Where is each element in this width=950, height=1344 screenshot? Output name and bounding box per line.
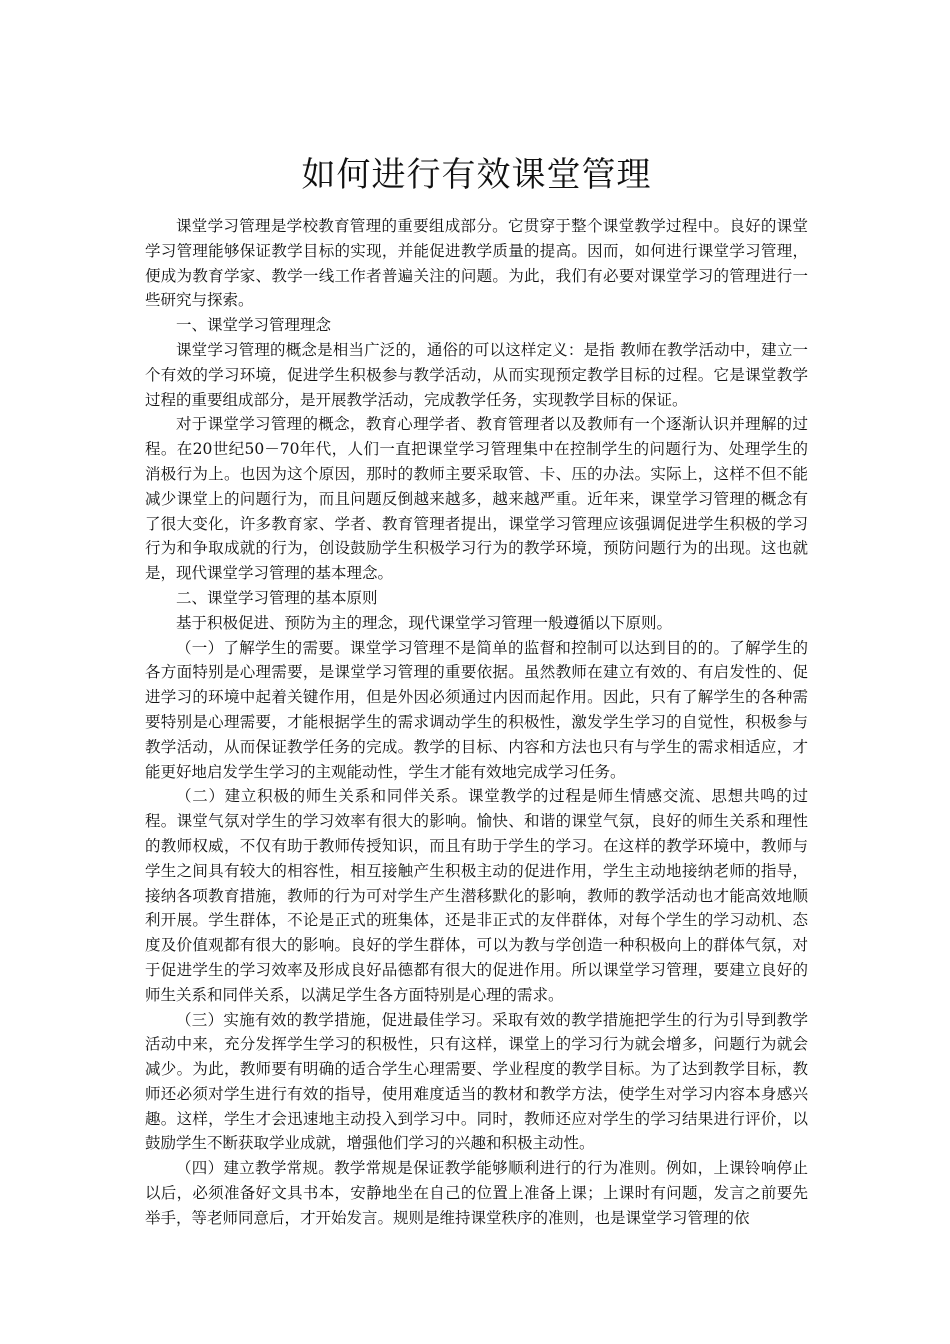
principle-paragraph-3: （三）实施有效的教学措施，促进最佳学习。采取有效的教学措施把学生的行为引导到教学活动中来，充分发挥学生学习的积极性，只有这样，课堂上的学习行为就会增多，问题行为就会减少。为此，教师要有明确的适合学生心理需要、学业程度的教学目标。为了达到教学目标，教师还必须对学生进行有效的指导，使用难度适当的教材和教学方法，使学生对学习内容本身感兴趣。这样，学生才会迅速地主动投入到学习中。同时，教师还应对学生的学习结果进行评价，以鼓励学生不断获取学业成就，增强他们学习的兴趣和积极主动性。 xyxy=(145,1010,808,1153)
body-paragraph: 对于课堂学习管理的概念，教育心理学者、教育管理者以及教师有一个逐渐认识并理解的过程。在20世纪50－70年代，人们一直把课堂学习管理集中在控制学生的问题行为、处理学生的消极行为上。也因为这个原因，那时的教师主要采取管、卡、压的办法。实际上，这样不但不能减少课堂上的问题行为，而且问题反倒越来越多，越来越严重。近年来，课堂学习管理的概念有了很大变化，许多教育家、学者、教育管理者提出，课堂学习管理应该强调促进学生积极的学习行为和争取成就的行为，创设鼓励学生积极学习行为的教学环境，预防问题行为的出现。这也就是，现代课堂学习管理的基本理念。 xyxy=(145,415,808,583)
body-paragraph: 课堂学习管理的概念是相当广泛的，通俗的可以这样定义：是指 教师在教学活动中，建立一个有效的学习环境，促进学生积极参与教学活动，从而实现预定教学目标的过程。它是课堂教学过程的重要组成部分，是开展教学活动，完成教学任务，实现教学目标的保证。 xyxy=(145,340,808,409)
section-heading-2: 二、课堂学习管理的基本原则 xyxy=(176,588,378,607)
document-title: 如何进行有效课堂管理 xyxy=(301,155,652,195)
section-heading-1: 一、课堂学习管理理念 xyxy=(176,316,332,335)
principle-paragraph-4: （四）建立教学常规。教学常规是保证教学能够顺利进行的行为准则。例如，上课铃响停止以后，必须准备好文具书本，安静地坐在自己的位置上准备上课；上课时有问题，发言之前要先举手，等老师同意后，才开始发言。规则是维持课堂秩序的准则，也是课堂学习管理的依 xyxy=(145,1159,808,1227)
body-paragraph: 基于积极促进、预防为主的理念，现代课堂学习管理一般遵循以下原则。 xyxy=(176,613,673,632)
principle-paragraph-2: （二）建立积极的师生关系和同伴关系。课堂教学的过程是师生情感交流、思想共鸣的过程。课堂气氛对学生的学习效率有很大的影响。愉快、和谐的课堂气氛，良好的师生关系和理性的教师权威，不仅有助于教师传授知识，而且有助于学生的学习。在这样的教学环境中，教师与学生之间具有较大的相容性，相互接触产生积极主动的促进作用，学生主动地接纳老师的指导，接纳各项教育措施，教师的行为可对学生产生潜移默化的影响，教师的教学活动也才能高效地顺利开展。学生群体，不论是正式的班集体，还是非正式的友伴群体，对每个学生的学习动机、态度及价值观都有很大的影响。良好的学生群体，可以为教与学创造一种积极向上的群体气氛，对于促进学生的学习效率及形成良好品德都有很大的促进作用。所以课堂学习管理，要建立良好的师生关系和同伴关系，以满足学生各方面特别是心理的需求。 xyxy=(145,787,808,1004)
principle-paragraph-1: （一）了解学生的需要。课堂学习管理不是简单的监督和控制可以达到目的的。了解学生的各方面特别是心理需要，是课堂学习管理的重要依据。虽然教师在建立有效的、有启发性的、促进学习的环境中起着关键作用，但是外因必须通过内因而起作用。因此，只有了解学生的各种需要特别是心理需要，才能根据学生的需求调动学生的积极性，激发学生学习的自觉性，积极参与教学活动，从而保证教学任务的完成。教学的目标、内容和方法也只有与学生的需求相适应，才能更好地启发学生学习的主观能动性，学生才能有效地完成学习任务。 xyxy=(145,638,808,781)
intro-paragraph: 课堂学习管理是学校教育管理的重要组成部分。它贯穿于整个课堂教学过程中。良好的课堂学习管理能够保证教学目标的实现，并能促进教学质量的提高。因而，如何进行课堂学习管理，便成为教育学家、教学一线工作者普遍关注的问题。为此，我们有必要对课堂学习的管理进行一些研究与探索。 xyxy=(145,217,808,310)
